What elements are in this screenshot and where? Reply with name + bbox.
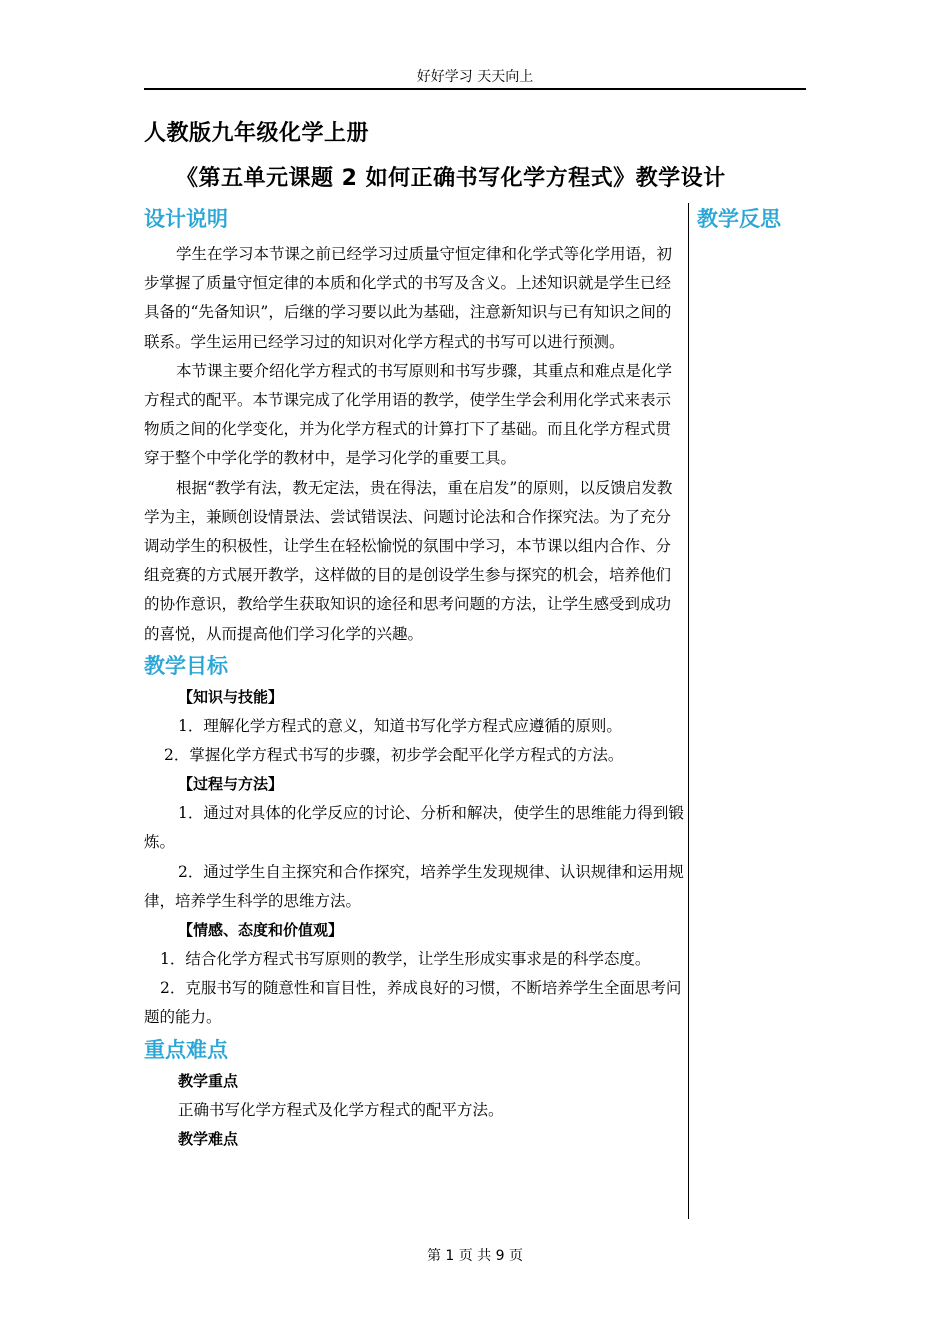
- paragraph: 学生在学习本节课之前已经学习过质量守恒定律和化学式等化学用语，初步掌握了质量守恒定律的本质和化学式的书写及含义。上述知识就是学生已经具备的“先备知识”，后继的学习要以此为基础，注意新知识与已有知识之间的联系。学生运用已经学习过的知识对化学方程式的书写可以进行预测。: [144, 245, 673, 351]
- subheading-process: 【过程与方法】: [178, 775, 284, 794]
- list-item: 1．结合化学方程式书写原则的教学，让学生形成实事求是的科学态度。: [160, 950, 651, 969]
- document-title-line2: 《第五单元课题 2 如何正确书写化学方程式》教学设计: [176, 166, 726, 191]
- list-item: 1．通过对具体的化学反应的讨论、分析和解决，使学生的思维能力得到锻炼。: [144, 804, 684, 852]
- subheading-difficulty: 教学难点: [178, 1129, 239, 1148]
- document-title-line1: 人教版九年级化学上册: [144, 121, 370, 146]
- column-divider: [688, 203, 689, 1219]
- key-point-text: 正确书写化学方程式及化学方程式的配平方法。: [178, 1100, 504, 1119]
- teaching-goals-heading: 教学目标: [144, 653, 228, 678]
- page-header: 好好学习 天天向上: [144, 66, 806, 90]
- list-item: 2．通过学生自主探究和合作探究，培养学生发现规律、认识规律和运用规律，培养学生科学的思维方法。: [144, 862, 684, 910]
- paragraph: 根据“教学有法，教无定法，贵在得法，重在启发”的原则，以反馈启发教学为主，兼顾创设情景法、尝试错误法、问题讨论法和合作探究法。为了充分调动学生的积极性，让学生在轻松愉悦的氛围中学习，本节课以组内合作、分组竞赛的方式展开教学，这样做的目的是创设学生参与探究的机会，培养他们的协作意识，教给学生获取知识的途径和思考问题的方法，让学生感受到成功的喜悦，从而提高他们学习化学的兴趣。: [144, 478, 673, 643]
- subheading-knowledge: 【知识与技能】: [178, 687, 284, 706]
- paragraph: 本节课主要介绍化学方程式的书写原则和书写步骤，其重点和难点是化学方程式的配平。本节课完成了化学用语的教学，使学生学会利用化学式来表示物质之间的化学变化，并为化学方程式的计算打下了基础。而且化学方程式贯穿于整个中学化学的教材中，是学习化学的重要工具。: [144, 361, 673, 468]
- page-footer: 第 1 页 共 9 页: [426, 1248, 524, 1264]
- reflection-heading: 教学反思: [697, 207, 781, 231]
- list-item: 2．掌握化学方程式书写的步骤，初步学会配平化学方程式的方法。: [164, 746, 624, 765]
- subheading-attitude: 【情感、态度和价值观】: [178, 921, 344, 940]
- subheading-key-point: 教学重点: [178, 1071, 239, 1090]
- design-notes-heading: 设计说明: [144, 207, 228, 231]
- key-points-heading: 重点难点: [144, 1037, 228, 1062]
- list-item: 2．克服书写的随意性和盲目性，养成良好的习惯，不断培养学生全面思考问题的能力。: [144, 979, 682, 1027]
- list-item: 1．理解化学方程式的意义，知道书写化学方程式应遵循的原则。: [178, 716, 622, 735]
- main-column: [144, 202, 684, 1154]
